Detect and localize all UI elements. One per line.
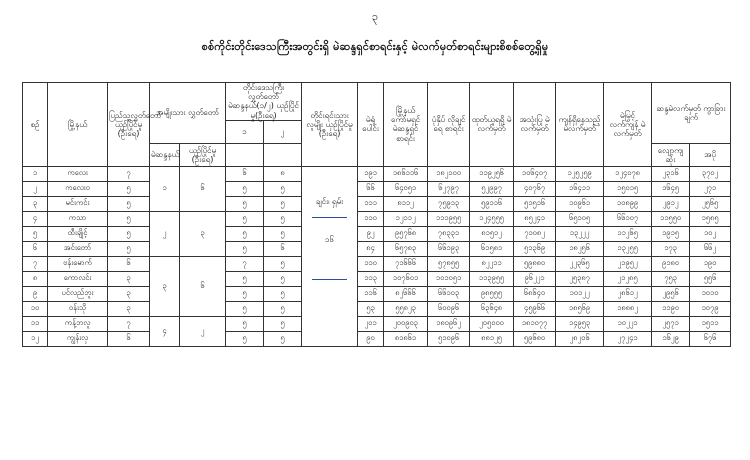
cell-region-2: ၅	[264, 331, 302, 346]
cell-stations: ၁၉၁	[358, 166, 384, 181]
header-stations: မဲရုံ ပေါင်း	[358, 83, 384, 167]
cell-region-1: ၅	[226, 316, 264, 331]
cell-amyotha-constituency: ၄	[150, 316, 180, 346]
table-row	[23, 166, 731, 181]
cell-diff-less: ၁၉၁၅	[652, 226, 690, 241]
cell-diff-less: ၁၇၃	[652, 241, 690, 256]
cell-printed: ၇၅၉၁၃	[428, 196, 470, 211]
scope-divider-top	[312, 217, 347, 218]
cell-region-1: ၅	[226, 211, 264, 226]
cell-used: ၈၅၂၄၁	[514, 211, 556, 226]
cell-used: ၅၁၅၁၆	[514, 196, 556, 211]
cell-stations: ၉၂	[358, 226, 384, 241]
cell-printed: ၁၈၀၉၆၂	[428, 316, 470, 331]
scope-divider-bottom	[312, 279, 347, 280]
cell-remaining: ၁၈၅၆၉	[556, 301, 604, 316]
header-region: တိုင်းဒေသကြီး လွှတ်တော် မဲဆန္ဒနယ်(၁/၂) ယှဉ်ပြိုင်မှု(ဦးရေ)	[226, 83, 302, 121]
cell-amyotha-candidates: ၂	[180, 316, 226, 346]
cell-stations: ၁၁၆	[358, 286, 384, 301]
cell-region-1: ၇	[226, 256, 264, 271]
cell-voters: ၈၂၆၆၆	[384, 286, 428, 301]
cell-region-1: ၅	[226, 181, 264, 196]
cell-check: ၂၇၂၄၁	[604, 331, 652, 346]
cell-used: ၄၀၇၆၇	[514, 181, 556, 196]
cell-stations: ၉၀	[358, 331, 384, 346]
cell-diff-more: ၁၅၈၅	[690, 211, 731, 226]
cell-amyotha-constituency: ၁	[150, 166, 180, 211]
cell-remaining: ၁၈၂၅၆	[556, 241, 604, 256]
header-region-2: ၂	[264, 120, 302, 143]
cell-diff-less: ၁၁၅၅၀	[652, 211, 690, 226]
cell-region-2: ၅	[264, 301, 302, 316]
ethnic-scope-label: ချင်း၊ ရှမ်း	[315, 196, 344, 206]
cell-diff-more: ၆၆၂	[690, 241, 731, 256]
header-difference: ဆန္ဒမဲလက်မှတ် ကွာခြားချက်	[652, 83, 731, 144]
cell-diff-more: ၂၅၆၅	[690, 196, 731, 211]
cell-stations: ၂၀၁	[358, 316, 384, 331]
cell-voters: ၇၁၆၆၆	[384, 256, 428, 271]
cell-amyotha-constituency: ၃	[150, 256, 180, 316]
cell-voters: ၉၅၇၆၈	[384, 226, 428, 241]
cell-used: ၅၉၈၈၀	[514, 256, 556, 271]
cell-remaining: ၁၃၂၂၂	[556, 226, 604, 241]
cell-region-2: ၅	[264, 286, 302, 301]
header-region-blank-2	[264, 143, 302, 166]
cell-voters: ၆၄၀၅၁	[384, 181, 428, 196]
cell-no: ၃	[23, 196, 48, 211]
cell-voters: ၁၂၁၁၂	[384, 211, 428, 226]
cell-remaining: ၁၀၉၆၁	[556, 196, 604, 211]
table-row	[23, 211, 731, 226]
page-title: စစ်ကိုင်းတိုင်းဒေသကြီးအတွင်းရှိ မဲဆန္ဒရှင်စာရင်းနှင့် မဲလက်မှတ်စာရင်းများစိစစ်တွေ့ရှိမှု	[201, 40, 549, 53]
cell-diff-more: ၁၅၁၁	[690, 316, 731, 331]
cell-pyithu: ၃	[108, 286, 150, 301]
cell-remaining: ၂၂၃၆၅	[556, 256, 604, 271]
cell-check: ၁၁၂၆၅	[604, 226, 652, 241]
cell-stations: ၁၁၀	[358, 256, 384, 271]
cell-township: ကလေး	[48, 166, 108, 181]
cell-no: ၁၀	[23, 301, 48, 316]
cell-voters: ၈၁၈၆၁	[384, 331, 428, 346]
cell-stations: ၁၁၁	[358, 196, 384, 211]
table-row	[23, 241, 731, 256]
cell-remaining: ၁၄၉၅၃	[556, 316, 604, 331]
cell-stations: ၅၃	[358, 301, 384, 316]
table-row	[23, 181, 731, 196]
cell-stations: ၆၆	[358, 181, 384, 196]
cell-amyotha-candidates: ၆	[180, 256, 226, 316]
cell-region-2: ၅	[264, 271, 302, 286]
header-issued: ထုတ်ယူရရှိ မဲလက်မှတ်	[470, 83, 514, 167]
cell-diff-less: ၉၁၈၀	[652, 256, 690, 271]
cell-issued: ၁၁၃၉၅၅	[470, 271, 514, 286]
cell-region-2: ၈	[264, 166, 302, 181]
cell-issued: ၆၃၆၄၈	[470, 301, 514, 316]
cell-township: ပင်လည်ဘူး	[48, 286, 108, 301]
cell-check: ၆၆၁၀၇	[604, 211, 652, 226]
table-row	[23, 196, 731, 211]
cell-region-1: ၅	[226, 271, 264, 286]
cell-printed: ၁၁၁၉၅၅	[428, 211, 470, 226]
cell-region-1: ၅	[226, 286, 264, 301]
cell-no: ၁၁	[23, 316, 48, 331]
cell-diff-more: ၁၀၁၀	[690, 286, 731, 301]
header-used: အသုံးပြု မဲလက်မှတ်	[514, 83, 556, 167]
cell-voters: ၁၈၆၁၁၆	[384, 166, 428, 181]
cell-used: ၁၈၁၀၇၇	[514, 316, 556, 331]
cell-no: ၁၂	[23, 331, 48, 346]
cell-used: ၆၈၆၄၀	[514, 286, 556, 301]
cell-township: ထီးချိုင့်	[48, 226, 108, 241]
header-printed: ပုံနှိပ် လိုချင်ရေ စာရင်း	[428, 83, 470, 167]
header-diff-more: အပို	[690, 143, 731, 166]
cell-region-2: ၅	[264, 196, 302, 211]
table-row	[23, 256, 731, 271]
cell-diff-more: ၁၀၂	[690, 226, 731, 241]
cell-remaining: ၂၈၂၀၆	[556, 331, 604, 346]
cell-diff-less: ၁၁၉၀	[652, 301, 690, 316]
voter-ballot-table	[22, 82, 731, 347]
cell-check: ၁၀၈၉၉	[604, 196, 652, 211]
cell-printed: ၆၂၇၉၇	[428, 181, 470, 196]
cell-pyithu: ၇	[108, 166, 150, 181]
header-amyotha-constituency: မဲဆန္ဒနယ်	[150, 143, 180, 166]
cell-check: ၁၀၂၂၁	[604, 316, 652, 331]
cell-used: ၉၆၂၂၁	[514, 271, 556, 286]
header-ethnic: တိုင်းရင်းသား လူမျိုး ယှဉ်ပြိုင်မှု (ဦးရေ)	[302, 83, 358, 167]
cell-check: ၁၈၈၈၂	[604, 301, 652, 316]
cell-diff-more: ၂၇၁	[690, 181, 731, 196]
header-amyotha: အမျိုးသား လွှတ်တော်	[150, 83, 226, 144]
cell-check: ၁၅၀၁၅	[604, 181, 652, 196]
cell-voters: ၂၀၀၉၀၃	[384, 316, 428, 331]
cell-pyithu: ၅	[108, 241, 150, 256]
cell-region-2: ၅	[264, 211, 302, 226]
cell-stations: ၈၄	[358, 241, 384, 256]
cell-stations: ၁၁၀	[358, 211, 384, 226]
cell-voters: ၅၅၈၂၃	[384, 301, 428, 316]
cell-printed: ၅၇၈၅၅	[428, 256, 470, 271]
cell-pyithu: ၆	[108, 331, 150, 346]
cell-pyithu: ၇	[108, 316, 150, 331]
cell-diff-less: ၂၉၅၆	[652, 286, 690, 301]
cell-printed: ၆၀၀၉၆	[428, 301, 470, 316]
header-amyotha-candidates: ယှဉ်ပြိုင်မှု (ဦးရေ)	[180, 143, 226, 166]
header-voters: မြို့နယ် ကော်မရှင် မဲဆန္ဒရှင် စာရင်း	[384, 83, 428, 167]
cell-no: ၅	[23, 226, 48, 241]
cell-diff-less: ၇၅၃	[652, 271, 690, 286]
cell-voters: ၈၁၁၂	[384, 196, 428, 211]
cell-region-1: ၆	[226, 166, 264, 181]
table-row	[23, 316, 731, 331]
cell-used: ၇၁၀၈၂	[514, 226, 556, 241]
cell-diff-less: ၁၆၄၅	[652, 181, 690, 196]
ethnic-scope-value: ၁၆	[325, 234, 335, 244]
cell-township: ကသာ	[48, 211, 108, 226]
cell-issued: ၈၂၂၁၁	[470, 256, 514, 271]
cell-issued: ၈၁၅၁၂	[470, 226, 514, 241]
cell-check: ၁၂၄၀၇၈	[604, 166, 652, 181]
cell-no: ၉	[23, 286, 48, 301]
cell-township: ဗန်းမောက်	[48, 256, 108, 271]
header-region-1: ၁	[226, 120, 264, 143]
cell-issued: ၅၂၉၉၇	[470, 181, 514, 196]
header-township: မြို့နယ်	[48, 83, 108, 167]
cell-used: ၅၁၃၆၉	[514, 241, 556, 256]
cell-pyithu: ၅	[108, 211, 150, 226]
cell-diff-more: ၆၇၆	[690, 331, 731, 346]
cell-printed: ၇၈၃၃၁	[428, 226, 470, 241]
cell-township: ကလေးဝ	[48, 181, 108, 196]
table-row	[23, 286, 731, 301]
cell-printed: ၅၁၀၉၆	[428, 331, 470, 346]
header-region-blank-1	[226, 143, 264, 166]
cell-diff-less: ၁၆၂၉	[652, 331, 690, 346]
cell-issued: ၅၉၁၁၆	[470, 196, 514, 211]
cell-region-2: ၆	[264, 241, 302, 256]
cell-diff-more: ၅၅၆	[690, 271, 731, 286]
cell-issued: ၁၁၉၂၅၆	[470, 166, 514, 181]
cell-region-1: ၅	[226, 226, 264, 241]
cell-ethnic-scope	[302, 166, 358, 346]
cell-region-1: ၅	[226, 331, 264, 346]
cell-township: ကျွန်းလှ	[48, 331, 108, 346]
cell-diff-less: ၂၃၁၆	[652, 166, 690, 181]
cell-printed: ၆၆၁၉၃	[428, 241, 470, 256]
table-row	[23, 301, 731, 316]
cell-used: ၄၅၉၆၆	[514, 301, 556, 316]
cell-township: မင်းကင်း	[48, 196, 108, 211]
cell-diff-more: ၃၇၀၂	[690, 166, 731, 181]
cell-pyithu: ၅	[108, 226, 150, 241]
header-no: စဉ်	[23, 83, 48, 167]
cell-issued: ၂၀၅၀၀၀	[470, 316, 514, 331]
cell-pyithu: ၅	[108, 181, 150, 196]
cell-remaining: ၁၀၁၂၂	[556, 286, 604, 301]
cell-used: ၅၉၆၈၀	[514, 331, 556, 346]
cell-amyotha-constituency: ၂	[150, 211, 180, 256]
cell-printed: ၁၈၂၁၀၀	[428, 166, 470, 181]
cell-no: ၂	[23, 181, 48, 196]
header-pyithu: ပြည်သူ့လွှတ်တော် ယှဉ်ပြိုင်မှု (ဦးရေ)	[108, 83, 150, 167]
cell-township: အင်းတော်	[48, 241, 108, 256]
cell-remaining: ၁၂၅၂၅၉	[556, 166, 604, 181]
cell-township: ကန့်ဘလူ	[48, 316, 108, 331]
page-number: ၃	[371, 10, 379, 23]
cell-voters: ၁၀၇၆၀၁	[384, 271, 428, 286]
cell-amyotha-candidates: ၆	[180, 166, 226, 211]
cell-printed: ၆၆၁၀၃	[428, 286, 470, 301]
header-check: မဲမြှင့် လက်ကျန် မဲလက်မှတ်	[604, 83, 652, 167]
cell-voters: ၆၅၇၈၃	[384, 241, 428, 256]
cell-no: ၆	[23, 241, 48, 256]
cell-region-2: ၅	[264, 181, 302, 196]
cell-issued: ၁၂၄၅၅၅	[470, 211, 514, 226]
cell-region-1: ၅	[226, 301, 264, 316]
cell-diff-more: ၁၉၀	[690, 256, 731, 271]
table-row	[23, 226, 731, 241]
cell-check: ၁၃၂၅၅	[604, 241, 652, 256]
cell-remaining: ၂၅၃၈၇	[556, 271, 604, 286]
cell-issued: ၈၈၁၂၅	[470, 331, 514, 346]
cell-region-2: ၅	[264, 256, 302, 271]
cell-township: ကောလင်း	[48, 271, 108, 286]
table-row	[23, 271, 731, 286]
cell-check: ၂၁၂၈၅	[604, 271, 652, 286]
cell-issued: ၉၈၅၅၅	[470, 286, 514, 301]
cell-remaining: ၆၅၁၀၅	[556, 211, 604, 226]
cell-no: ၄	[23, 211, 48, 226]
cell-pyithu: ၃	[108, 301, 150, 316]
cell-pyithu: ၅	[108, 196, 150, 211]
cell-no: ၈	[23, 271, 48, 286]
cell-printed: ၁၀၁၀၅၁	[428, 271, 470, 286]
cell-amyotha-candidates: ၃	[180, 211, 226, 256]
cell-region-1: ၅	[226, 241, 264, 256]
cell-diff-less: ၂၅၇၁	[652, 316, 690, 331]
cell-pyithu: ၃	[108, 271, 150, 286]
cell-pyithu: ၆	[108, 256, 150, 271]
cell-issued: ၆၁၅၈၁	[470, 241, 514, 256]
cell-used: ၁၀၆၄၀၇	[514, 166, 556, 181]
cell-check: ၂၈၆၁၂	[604, 286, 652, 301]
cell-region-2: ၅	[264, 316, 302, 331]
cell-no: ၁	[23, 166, 48, 181]
cell-stations: ၁၁၃	[358, 271, 384, 286]
cell-no: ၇	[23, 256, 48, 271]
cell-region-1: ၅	[226, 196, 264, 211]
cell-check: ၂၁၉၅၂	[604, 256, 652, 271]
cell-remaining: ၁၆၄၁၁	[556, 181, 604, 196]
cell-region-2: ၅	[264, 226, 302, 241]
header-diff-less: လျော့ကျဆုံး	[652, 143, 690, 166]
cell-township: ဝန်းသို	[48, 301, 108, 316]
table-row	[23, 331, 731, 346]
header-remaining: ကျန်ရှိနေသည့် မဲလက်မှတ်	[556, 83, 604, 167]
cell-diff-less: ၂၉၁၂	[652, 196, 690, 211]
cell-diff-more: ၁၀၇၉	[690, 301, 731, 316]
